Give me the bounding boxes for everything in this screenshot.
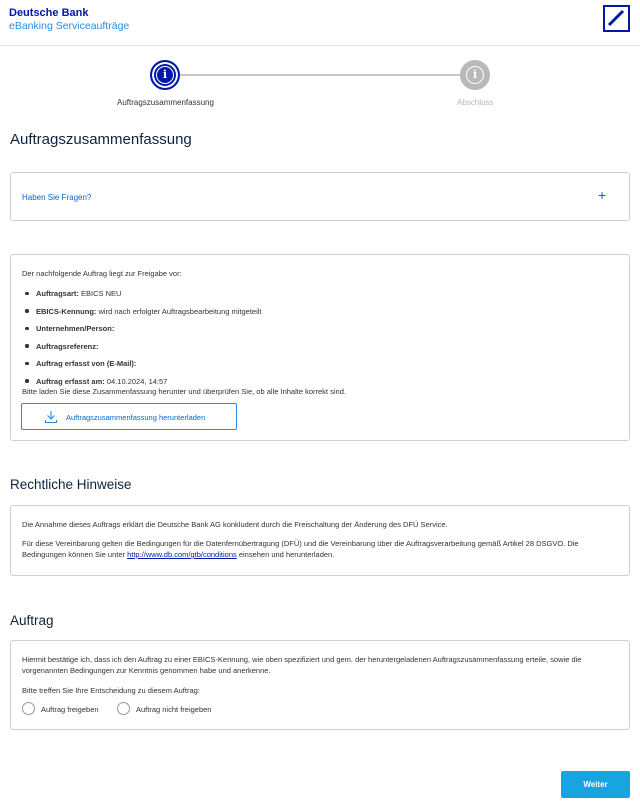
item-value: 04.10.2024, 14:57 xyxy=(104,376,168,386)
step-1-label: Auftragszusammenfassung xyxy=(117,98,214,107)
release-radio[interactable] xyxy=(22,702,35,715)
step-2-label: Abschluss xyxy=(457,98,494,107)
download-icon xyxy=(44,410,58,424)
plus-icon[interactable]: + xyxy=(598,187,607,203)
faq-accordion[interactable] xyxy=(10,172,630,221)
item-label: Auftragsreferenz: xyxy=(36,341,99,351)
list-item xyxy=(22,342,262,360)
download-label: Auftragszusammenfassung herunterladen xyxy=(66,413,206,422)
legal-title: Rechtliche Hinweise xyxy=(10,477,132,492)
confirm-text: Hiermit bestätige ich, dass ich den Auftrag zu einer EBICS-Kennung, wie oben spezifiziert und gem. der heruntergeladenen Auftragszusammenfassung erteile, sowie die vorgenannten Bedingungen zur Kenntnis genommen habe und anerkenne. xyxy=(22,655,582,675)
list-item xyxy=(22,359,262,377)
item-label: Auftragsart: xyxy=(36,289,79,298)
list-item xyxy=(22,289,262,307)
download-summary-button[interactable] xyxy=(21,403,237,430)
stepper-connector xyxy=(179,74,461,76)
summary-list xyxy=(22,289,262,394)
auftrag-title: Auftrag xyxy=(10,613,54,628)
info-icon: i xyxy=(466,66,484,84)
item-value: EBICS NEU xyxy=(78,289,122,298)
progress-stepper xyxy=(0,58,640,108)
brand-name: Deutsche Bank xyxy=(9,7,89,19)
check-instruction: Bitte laden Sie diese Zusammenfassung herunter und überprüfen Sie, ob alle Inhalte korrekt sind. xyxy=(22,387,346,396)
item-label: EBICS-Kennung: xyxy=(36,306,97,316)
legal-text-2-end: einsehen und herunterladen. xyxy=(236,550,335,559)
item-value: wird nach erfolgter Auftragsbearbeitung mitgeteilt xyxy=(96,306,262,316)
legal-text-2 xyxy=(22,538,620,560)
item-label: Auftrag erfasst von (E-Mail): xyxy=(36,359,137,368)
page-title: Auftragszusammenfassung xyxy=(10,131,192,148)
legal-text-1: Die Annahme dieses Auftrags erklärt die Deutsche Bank AG konkludent durch die Freischaltung der Änderung des DFÜ Service. xyxy=(22,520,448,529)
brand-block xyxy=(9,7,129,33)
deutsche-bank-logo-icon xyxy=(603,5,630,32)
brand-subtitle: eBanking Serviceaufträge xyxy=(9,20,130,32)
item-label: Unternehmen/Person: xyxy=(36,324,115,333)
summary-card xyxy=(10,254,630,441)
step-1-indicator xyxy=(150,60,180,90)
summary-intro: Der nachfolgende Auftrag liegt zur Freigabe vor: xyxy=(22,269,182,278)
app-header xyxy=(0,0,640,46)
item-label: Auftrag erfasst am: xyxy=(36,376,105,386)
legal-card xyxy=(10,505,630,576)
reject-label[interactable]: Auftrag nicht freigeben xyxy=(136,705,212,714)
list-item xyxy=(22,324,262,342)
conditions-link[interactable]: http://www.db.com/gtb/conditions xyxy=(127,550,237,559)
reject-radio[interactable] xyxy=(117,702,130,715)
list-item xyxy=(22,307,262,325)
faq-label[interactable]: Haben Sie Fragen? xyxy=(22,193,92,202)
auftrag-card xyxy=(10,640,630,730)
step-2-indicator xyxy=(460,60,490,90)
decision-prompt: Bitte treffen Sie Ihre Entscheidung zu diesem Auftrag: xyxy=(22,686,200,695)
info-icon: i xyxy=(156,66,174,84)
release-label[interactable]: Auftrag freigeben xyxy=(41,705,99,714)
next-button[interactable]: Weiter xyxy=(561,771,630,798)
legal-text-2-start: Für diese Vereinbarung gelten die Bedingungen für die Datenfernübertragung (DFÜ) und die Vereinbarung über die Auftragsverarbeitung gemäß Artikel 28 DSGVO. Die Bedingungen können Sie unter xyxy=(22,539,579,559)
